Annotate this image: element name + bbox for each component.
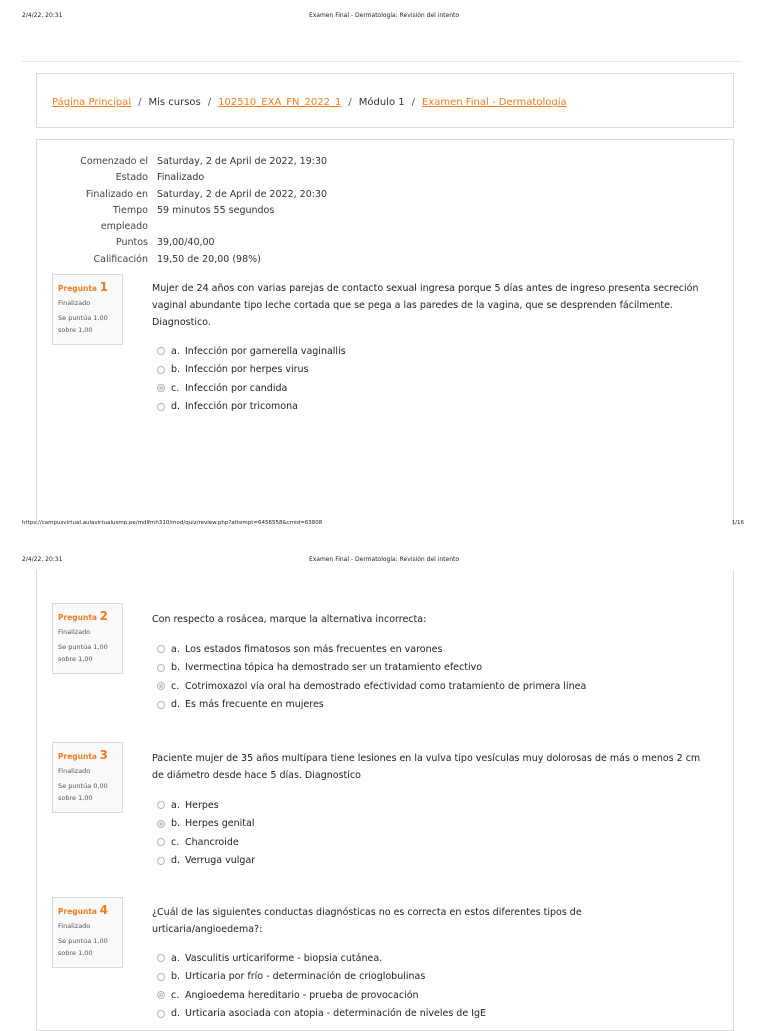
answer-option[interactable]: d. Es más frecuente en mujeres: [157, 696, 586, 715]
summary-row: Calificación 19,50 de 20,00 (98%): [93, 253, 261, 265]
question-status: Finalizado: [58, 922, 91, 930]
radio-button[interactable]: [157, 366, 165, 374]
radio-button[interactable]: [157, 347, 165, 355]
radio-button[interactable]: [157, 1010, 165, 1018]
answer-option[interactable]: a. Infección por garnerella vaginallis: [157, 342, 346, 361]
question-text: Con respecto a rosácea, marque la alternativa incorrecta:: [152, 614, 427, 625]
breadcrumb-home-link[interactable]: Página Principal: [52, 97, 132, 108]
answer-option[interactable]: b. Urticaria por frío - determinación de crioglobulinas: [157, 968, 486, 987]
breadcrumb-course-link[interactable]: 102510_EXA_FN_2022_1: [218, 97, 342, 108]
answer-option[interactable]: c. Angioedema hereditario - prueba de provocación: [157, 986, 486, 1005]
question-text: ¿Cuál de las siguientes conductas diagnósticas no es correcta en estos diferentes tipos de urticaria/angioedema?:: [152, 907, 582, 935]
radio-button-selected[interactable]: [157, 682, 165, 690]
radio-button[interactable]: [157, 954, 165, 962]
answer-option[interactable]: b. Ivermectina tópica ha demostrado ser un tratamiento efectivo: [157, 659, 586, 678]
print-doc-title: Examen Final - Dermatología: Revisión del intento: [308, 556, 460, 563]
question-number: Pregunta 4: [58, 903, 108, 917]
radio-button[interactable]: [157, 701, 165, 709]
summary-row: Comenzado el Saturday, 2 de April de 2022, 19:30: [80, 156, 328, 167]
answer-option[interactable]: c. Infección por candida: [157, 379, 346, 398]
question-number: Pregunta 2: [58, 609, 108, 623]
question-info: [52, 603, 123, 674]
radio-button[interactable]: [157, 973, 165, 981]
answer-options: [157, 342, 346, 416]
radio-button[interactable]: [157, 664, 165, 672]
question-number: Pregunta 3: [58, 748, 108, 762]
summary-row: Estado Finalizado: [115, 172, 205, 184]
answer-option[interactable]: a. Herpes: [157, 796, 255, 815]
question-info: [52, 742, 123, 813]
divider: [22, 61, 742, 62]
question-score: Se puntúa 1,00 sobre 1,00: [58, 314, 108, 334]
breadcrumb-mycourses: Mis cursos: [148, 97, 201, 108]
answer-option[interactable]: d. Infección por tricomona: [157, 398, 346, 417]
breadcrumb-module: Módulo 1: [358, 97, 405, 108]
print-datetime: 2/4/22, 20:31: [22, 556, 63, 563]
answer-option[interactable]: d. Urticaria asociada con atopia - determinación de niveles de IgE: [157, 1005, 486, 1024]
answer-option[interactable]: c. Cotrimoxazol vía oral ha demostrado efectividad como tratamiento de primera línea: [157, 677, 586, 696]
question-score: Se puntúa 1,00 sobre 1,00: [58, 937, 108, 957]
question-text: Mujer de 24 años con varias parejas de contacto sexual ingresa porque 5 días antes de ingreso presenta secreción vaginal abundante tipo leche cortada que se pega a las paredes de la vagina, que se desprenden fácilmente. Diagnostico.: [152, 283, 699, 328]
answer-option[interactable]: d. Verruga vulgar: [157, 852, 255, 871]
radio-button-selected[interactable]: [157, 820, 165, 828]
question-score: Se puntúa 1,00 sobre 1,00: [58, 643, 108, 663]
radio-button[interactable]: [157, 403, 165, 411]
radio-button[interactable]: [157, 857, 165, 865]
question-score: Se puntúa 0,00 sobre 1,00: [58, 782, 108, 802]
question-status: Finalizado: [58, 767, 91, 775]
answer-option[interactable]: a. Los estados fimatosos son más frecuentes en varones: [157, 640, 586, 659]
question-status: Finalizado: [58, 628, 91, 636]
print-header: [0, 12, 768, 26]
summary-row: Finalizado en Saturday, 2 de April de 2022, 20:30: [85, 188, 328, 200]
answer-options: [157, 640, 586, 714]
radio-button[interactable]: [157, 801, 165, 809]
breadcrumb: Página Principal / Mis cursos / 102510_EXA_FN_2022_1 / Módulo 1 / Examen Final - Dermatología: [52, 97, 567, 108]
summary-row: Tiempo empleado 59 minutos 55 segundos: [100, 204, 275, 233]
question-number: Pregunta 1: [58, 280, 108, 294]
answer-options: [157, 796, 255, 870]
question-status: Finalizado: [58, 299, 91, 307]
question-info: [52, 897, 123, 968]
print-page-number: 1/16: [731, 520, 744, 526]
print-datetime: 2/4/22, 20:31: [22, 12, 63, 19]
answer-option[interactable]: b. Herpes genital: [157, 815, 255, 834]
radio-button-selected[interactable]: [157, 991, 165, 999]
answer-options: [157, 949, 486, 1023]
radio-button-selected[interactable]: [157, 384, 165, 392]
answer-option[interactable]: c. Chancroide: [157, 833, 255, 852]
answer-option[interactable]: b. Infección por herpes virus: [157, 361, 346, 380]
radio-button[interactable]: [157, 838, 165, 846]
breadcrumb-exam-link[interactable]: Examen Final - Dermatología: [421, 97, 567, 108]
print-header: [0, 556, 768, 570]
print-doc-title: Examen Final - Dermatología: Revisión del intento: [308, 12, 460, 19]
question-info: [52, 274, 123, 345]
attempt-summary: [48, 154, 327, 268]
question-text: Paciente mujer de 35 años multípara tiene lesiones en la vulva tipo vesículas muy dolorosas de más o menos 2 cm de diámetro desde hace 5 días. Diagnostico: [152, 753, 701, 781]
radio-button[interactable]: [157, 645, 165, 653]
summary-row: Puntos 39,00/40,00: [115, 237, 215, 249]
print-url: https://campusvirtual.aulavirtualusmp.pe/mdlfmh310/mod/quiz/review.php?attempt=6456558&cmid=63808: [22, 520, 323, 526]
answer-option[interactable]: a. Vasculitis urticariforme - biopsia cutánea.: [157, 949, 486, 968]
